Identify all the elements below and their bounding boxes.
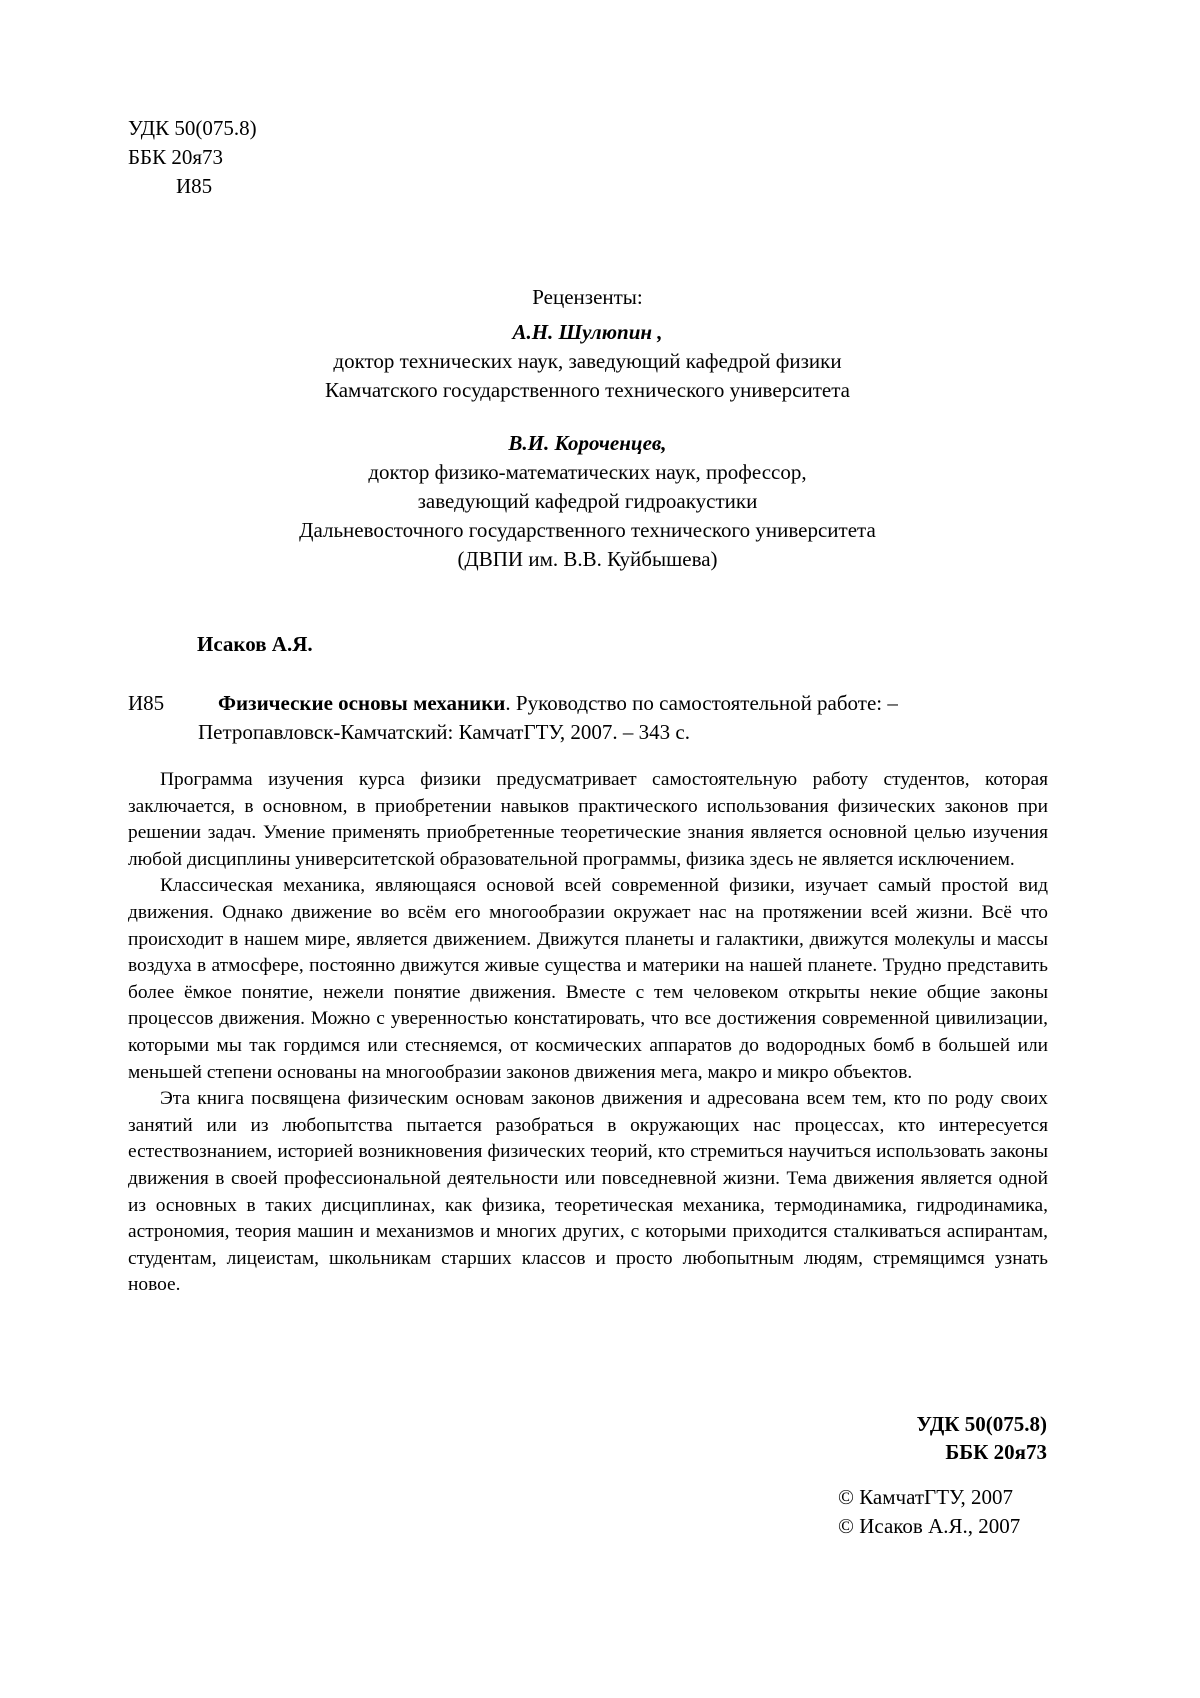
catalog-entry xyxy=(128,689,1048,747)
abstract xyxy=(128,767,1048,1299)
author-name: Исаков А.Я. xyxy=(197,632,313,656)
book-title: Физические основы механики xyxy=(218,691,506,715)
reviewer-line: доктор технических наук, заведующий кафедрой физики xyxy=(333,349,842,373)
abstract-paragraph: Классическая механика, являющаяся основой всей современной физики, изучает самый простой вид движения. Однако движение во всём его многообразии окружает нас на протяжении всей жизни. Всё что происходит в нашем мире, является движением. Движутся планеты и галактики, движутся молекулы и массы воздуха в атмосфере, постоянно движутся живые существа и материки на нашей планете. Трудно представить более ёмкое понятие, нежели понятие движения. Вместе с тем человеком открыты некие общие законы процессов движения. Можно с уверенностью констатировать, что все достижения современной цивилизации, которыми мы так гордимся или стесняемся, от космических аппаратов до водородных бомб в большей или меньшей степени основаны на многообразии законов движения мега, макро и микро объектов. xyxy=(128,875,1048,1083)
author-mark: И85 xyxy=(176,174,213,198)
copyright-block xyxy=(838,1483,1020,1541)
reviewer-line: Камчатского государственного технического университета xyxy=(325,378,850,402)
catalog-description: . Руководство по самостоятельной работе: – xyxy=(505,691,898,715)
reviewer-line: (ДВПИ им. В.В. Куйбышева) xyxy=(457,547,718,571)
reviewer-2 xyxy=(0,429,1175,574)
bbk-code: ББК 20я73 xyxy=(945,1440,1047,1464)
abstract-paragraph: Программа изучения курса физики предусматривает самостоятельную работу студентов, которая заключается, в основном, в приобретении навыков практического использования физических законов при решении задач. Умение применять приобретенные теоретические знания является основной целью изучения любой дисциплины университетской образовательной программы, физика здесь не является исключением. xyxy=(128,769,1048,870)
reviewer-line: доктор физико-математических наук, профессор, xyxy=(368,460,807,484)
reviewer-line: заведующий кафедрой гидроакустики xyxy=(417,489,758,513)
copyright-line: © Исаков А.Я., 2007 xyxy=(838,1514,1021,1538)
catalog-publication: Петропавловск-Камчатский: КамчатГТУ, 2007. – 343 с. xyxy=(198,720,690,744)
reviewer-1 xyxy=(0,318,1175,405)
reviewers-heading: Рецензенты: xyxy=(532,285,643,309)
reviewer-name: В.И. Короченцев, xyxy=(508,431,667,455)
reviewer-name: А.Н. Шулюпин , xyxy=(512,320,663,344)
reviewer-line: Дальневосточного государственного технического университета xyxy=(299,518,876,542)
catalog-line-1 xyxy=(128,689,1048,718)
udk-code: УДК 50(075.8) xyxy=(128,116,257,140)
catalog-code: И85 xyxy=(128,691,165,715)
bbk-code: ББК 20я73 xyxy=(128,145,224,169)
abstract-paragraph: Эта книга посвящена физическим основам законов движения и адресована всем тем, кто по роду своих занятий или из любопытства пытается разобраться в окружающих нас процессах, кто интересуется естествознанием, историей возникновения физических теорий, кто стремиться научиться использовать законы движения в своей профессиональной деятельности или повседневной жизни. Тема движения является одной из основных в таких дисциплинах, как физика, теоретическая механика, термодинамика, гидродинамика, астрономия, теория машин и механизмов и многих других, с которыми приходится сталкиваться аспирантам, студентам, лицеистам, школьникам старших классов и просто любопытным людям, стремящимся узнать новое. xyxy=(128,1088,1048,1296)
copyright-line: © КамчатГТУ, 2007 xyxy=(838,1485,1013,1509)
reviewers-section xyxy=(0,283,1175,598)
udk-code: УДК 50(075.8) xyxy=(916,1412,1047,1436)
classification-codes xyxy=(128,114,257,201)
bottom-classification-codes xyxy=(917,1410,1047,1466)
